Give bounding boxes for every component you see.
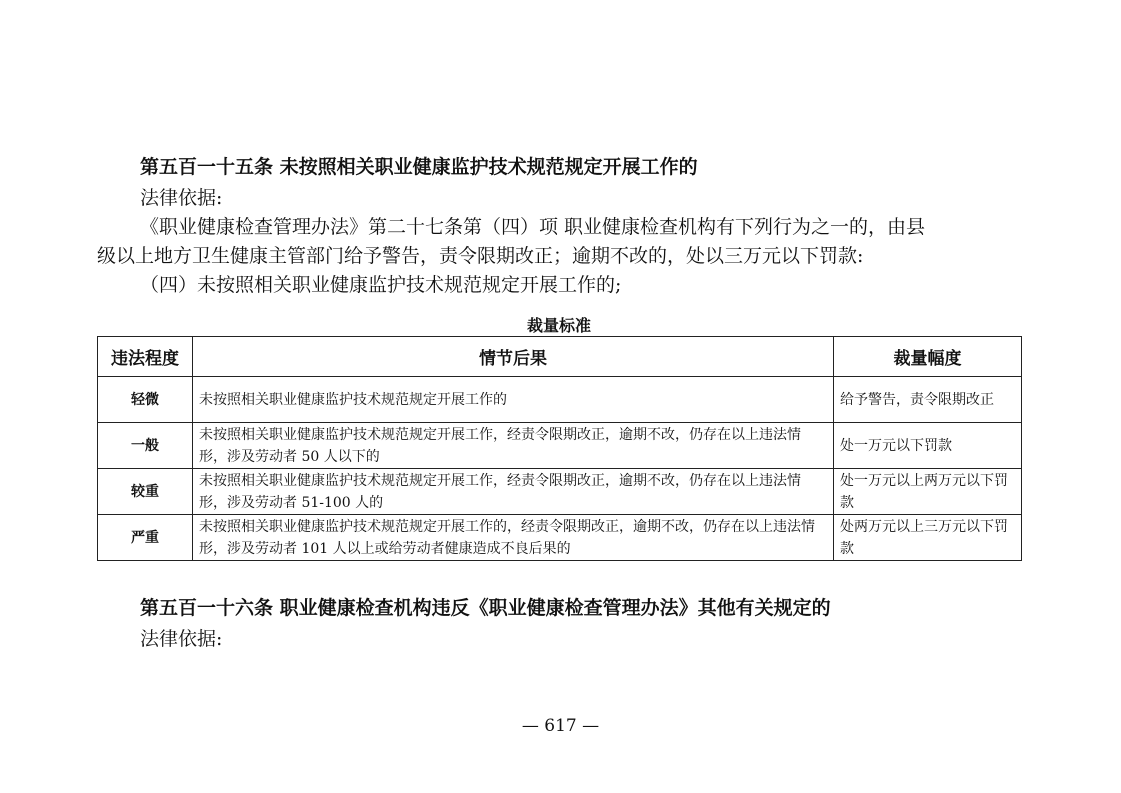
discretion-standard-table (97, 336, 1022, 561)
penalty-cell: 给予警告，责令限期改正 (834, 377, 1022, 423)
page-number: — 617 — (521, 716, 600, 736)
table-caption: 裁量标准 (526, 316, 591, 335)
penalty-cell: 处一万元以下罚款 (834, 423, 1022, 469)
penalty-cell: 处两万元以上三万元以下罚款 (834, 515, 1022, 561)
penalty-cell: 处一万元以上两万元以下罚款 (834, 469, 1022, 515)
level-cell: 一般 (98, 423, 193, 469)
level-cell: 轻微 (98, 377, 193, 423)
circumstance-cell: 未按照相关职业健康监护技术规范规定开展工作的 (193, 377, 834, 423)
legal-basis-item-4: （四）未按照相关职业健康监护技术规范规定开展工作的; (140, 274, 622, 296)
legal-basis-text-line1: 《职业健康检查管理办法》第二十七条第（四）项 职业健康检查机构有下列行为之一的，由县 (140, 216, 926, 238)
circumstance-cell: 未按照相关职业健康监护技术规范规定开展工作，经责令限期改正，逾期不改，仍存在以上违法情形，涉及劳动者 50 人以下的 (193, 423, 834, 469)
article-515-title: 第五百一十五条 未按照相关职业健康监护技术规范规定开展工作的 (140, 156, 698, 178)
level-cell: 严重 (98, 515, 193, 561)
circumstance-cell: 未按照相关职业健康监护技术规范规定开展工作，经责令限期改正，逾期不改，仍存在以上违法情形，涉及劳动者 51-100 人的 (193, 469, 834, 515)
table-row (98, 423, 1022, 469)
legal-basis-text-line2: 级以上地方卫生健康主管部门给予警告，责令限期改正；逾期不改的，处以三万元以下罚款: (97, 245, 864, 267)
table-row (98, 377, 1022, 423)
header-violation-degree: 违法程度 (98, 337, 193, 377)
legal-basis-label-2: 法律依据: (140, 628, 223, 650)
header-penalty-range: 裁量幅度 (834, 337, 1022, 377)
article-516-title: 第五百一十六条 职业健康检查机构违反《职业健康检查管理办法》其他有关规定的 (140, 597, 831, 619)
legal-basis-label: 法律依据: (140, 187, 223, 209)
table-row (98, 515, 1022, 561)
level-cell: 较重 (98, 469, 193, 515)
table-row (98, 469, 1022, 515)
table-header-row (98, 337, 1022, 377)
header-circumstance: 情节后果 (193, 337, 834, 377)
circumstance-cell: 未按照相关职业健康监护技术规范规定开展工作的，经责令限期改正，逾期不改，仍存在以上违法情形，涉及劳动者 101 人以上或给劳动者健康造成不良后果的 (193, 515, 834, 561)
